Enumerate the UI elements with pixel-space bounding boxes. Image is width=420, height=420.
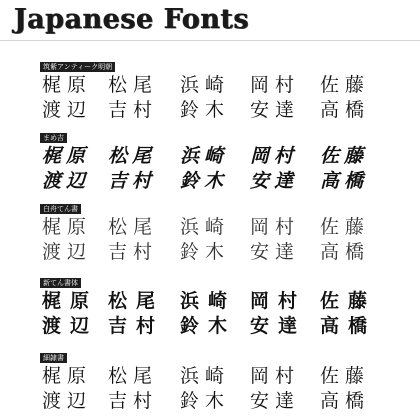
sample-name: 佐藤 [320, 366, 371, 387]
sample-name: 佐藤 [320, 216, 371, 238]
sample-row [42, 289, 402, 314]
sample-name: 高橋 [320, 170, 369, 192]
sample-name: 渡辺 [42, 391, 93, 412]
sample-name: 吉村 [108, 315, 165, 337]
sample-row [42, 98, 402, 123]
font-label: 白舟てん書 [40, 204, 81, 214]
sample-name: 吉村 [108, 391, 159, 412]
sample-name: 渡辺 [42, 315, 99, 337]
sample-row [42, 215, 402, 240]
sample-name: 浜崎 [180, 216, 231, 238]
sample-name: 安達 [250, 170, 299, 192]
sample-name: 松尾 [108, 145, 157, 167]
sample-name: 鈴木 [180, 315, 237, 337]
sample-name: 梶原 [42, 366, 93, 387]
sample-row [42, 240, 402, 265]
sample-name: 鈴木 [180, 170, 229, 192]
sample-name: 岡村 [250, 74, 301, 96]
sample-name: 渡辺 [42, 99, 93, 121]
sample-name: 安達 [250, 241, 301, 263]
sample-name: 安達 [250, 315, 307, 337]
sample-name: 岡村 [250, 216, 301, 238]
font-label: 筑紫アンティーク明朝 [40, 62, 115, 72]
sample-name: 渡辺 [42, 241, 93, 263]
font-section-hosoreisho [42, 345, 402, 414]
sample-row [42, 364, 402, 389]
sample-row [42, 389, 402, 414]
sample-name: 浜崎 [180, 366, 231, 387]
font-label: まめ吉 [40, 133, 67, 143]
sample-row [42, 144, 402, 169]
sample-name: 松尾 [108, 216, 159, 238]
sample-name: 高橋 [320, 99, 371, 121]
sample-name: 浜崎 [180, 145, 229, 167]
font-label: 新てん書体 [40, 278, 81, 288]
sample-name: 松尾 [108, 366, 159, 387]
sample-name: 梶原 [42, 145, 91, 167]
font-label: 細隷書 [40, 353, 67, 363]
sample-name: 梶原 [42, 290, 99, 312]
font-section-hakushu-tensho [42, 196, 402, 265]
sample-name: 吉村 [108, 170, 157, 192]
sample-name: 松尾 [108, 290, 165, 312]
font-section-shin-tensho [42, 270, 402, 339]
sample-name: 岡村 [250, 366, 301, 387]
sample-name: 鈴木 [180, 391, 231, 412]
sample-row [42, 314, 402, 339]
sample-name: 安達 [250, 99, 301, 121]
sample-name: 吉村 [108, 99, 159, 121]
sample-name: 浜崎 [180, 290, 237, 312]
title-divider [0, 40, 420, 41]
sample-name: 高橋 [320, 391, 371, 412]
page-title: Japanese Fonts [14, 4, 250, 35]
sample-row [42, 169, 402, 194]
sample-name: 高橋 [320, 241, 371, 263]
sample-name: 鈴木 [180, 241, 231, 263]
sample-row [42, 73, 402, 98]
sample-name: 吉村 [108, 241, 159, 263]
sample-name: 岡村 [250, 290, 307, 312]
sample-name: 梶原 [42, 216, 93, 238]
sample-name: 佐藤 [320, 74, 371, 96]
sample-name: 佐藤 [320, 145, 369, 167]
font-section-tsukushi [42, 54, 402, 123]
sample-name: 岡村 [250, 145, 299, 167]
sample-name: 渡辺 [42, 170, 91, 192]
sample-name: 安達 [250, 391, 301, 412]
sample-name: 佐藤 [320, 290, 377, 312]
sample-name: 浜崎 [180, 74, 231, 96]
sample-name: 高橋 [320, 315, 377, 337]
sample-name: 鈴木 [180, 99, 231, 121]
sample-name: 松尾 [108, 74, 159, 96]
sample-name: 梶原 [42, 74, 93, 96]
font-section-mamekichi [42, 125, 402, 194]
